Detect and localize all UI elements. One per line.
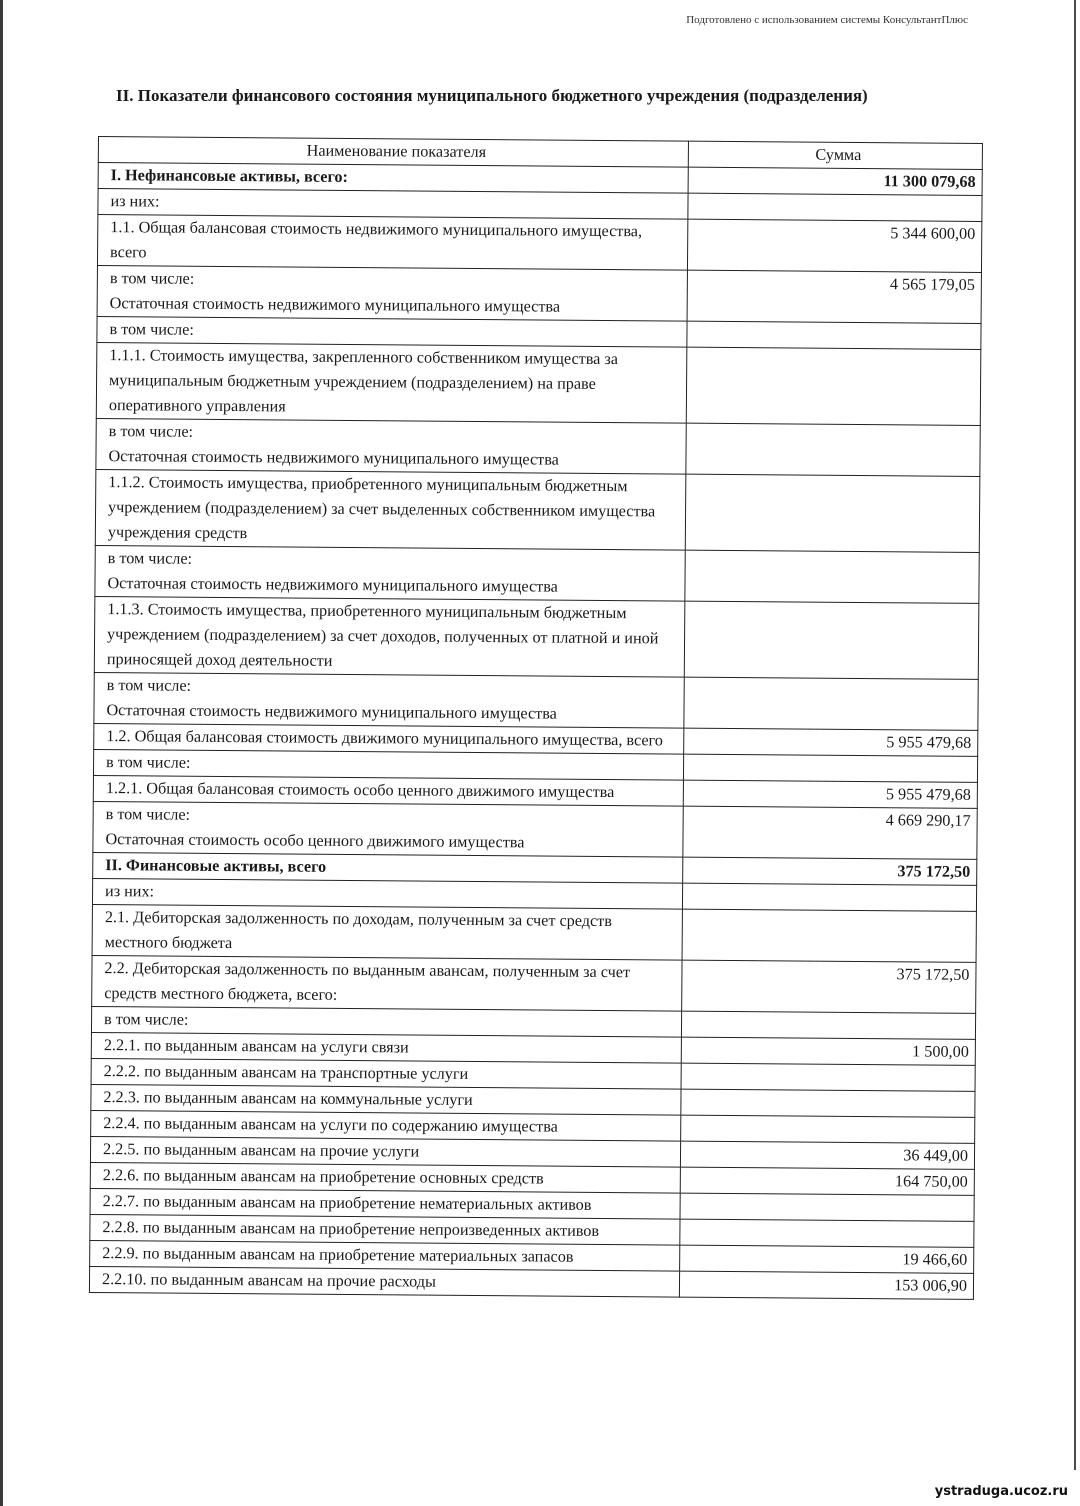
table-row [93, 801, 977, 859]
row-name: 2.2.6. по выданным авансам на приобретение основных средств [90, 1162, 680, 1193]
row-value [684, 601, 979, 679]
row-value [686, 423, 980, 476]
row-value [687, 321, 981, 349]
row-name: из них: [92, 878, 682, 909]
row-value: 5 955 479,68 [684, 728, 978, 756]
row-name: 2.2.7. по выданным авансам на приобретение нематериальных активов [90, 1188, 680, 1219]
row-name: 2.2.1. по выданным авансам на услуги связи [91, 1032, 681, 1063]
column-header-name: Наименование показателя [98, 137, 688, 168]
row-value: 5 955 479,68 [683, 780, 977, 808]
row-name: 2.2.8. по выданным авансам на приобретение непроизведенных активов [90, 1214, 680, 1245]
row-value: 4 669 290,17 [683, 806, 977, 859]
row-value [681, 1115, 975, 1143]
row-name: 2.2.5. по выданным авансам на прочие услуги [90, 1136, 680, 1167]
row-value [681, 1063, 975, 1091]
row-value: 153 006,90 [679, 1271, 973, 1299]
table-row [94, 596, 979, 679]
row-name: 1.1.1. Стоимость имущества, закрепленного собственником имущества за муниципальным бюджетным учреждением (подразделением) на праве оперативного управления [96, 342, 687, 423]
row-name: 1.1. Общая балансовая стоимость недвижимого муниципального имущества, всего [97, 215, 687, 271]
row-value: 11 300 079,68 [688, 167, 982, 195]
row-value [682, 909, 976, 962]
row-value [686, 347, 981, 425]
watermark: ystraduga.ucoz.ru [934, 1484, 1068, 1499]
row-value: 4 565 179,05 [687, 270, 981, 323]
row-name: в том числе: [93, 749, 683, 780]
row-value: 164 750,00 [680, 1167, 974, 1195]
row-name: 1.2.1. Общая балансовая стоимость особо ценного движимого имущества [93, 775, 683, 806]
row-value [681, 1011, 975, 1039]
row-name: в том числе: Остаточная стоимость особо ценного движимого имущества [93, 801, 683, 857]
row-name: 1.1.3. Стоимость имущества, приобретенного муниципальным бюджетным учреждением (подразделением) за счет доходов, полученных от платной и иной приносящей доход деятельности [94, 596, 685, 677]
column-header-sum: Сумма [688, 141, 982, 169]
table-row [96, 418, 980, 476]
row-name: в том числе: Остаточная стоимость недвижимого муниципального имущества [95, 545, 685, 601]
row-value: 36 449,00 [680, 1141, 974, 1169]
row-value: 375 172,50 [683, 857, 977, 885]
row-name: в том числе: Остаточная стоимость недвижимого муниципального имущества [97, 265, 687, 321]
page-title: II. Показатели финансового состояния муниципального бюджетного учреждения (подразделения) [116, 86, 868, 105]
row-name: 2.1. Дебиторская задолженность по доходам, полученным за счет средств местного бюджета [92, 904, 682, 960]
row-value: 5 344 600,00 [687, 219, 981, 272]
row-name: в том числе: [97, 316, 687, 347]
row-value [685, 474, 980, 552]
table-row [94, 672, 978, 730]
row-name: I. Нефинансовые активы, всего: [98, 163, 688, 194]
row-value [684, 677, 978, 730]
header-note: Подготовлено с использованием системы КонсультантПлюс [686, 14, 968, 26]
table-row [92, 904, 976, 962]
row-name: 2.2.9. по выданным авансам на приобретение материальных запасов [90, 1240, 680, 1271]
row-value [680, 1219, 974, 1247]
row-name: в том числе: Остаточная стоимость недвижимого муниципального имущества [94, 672, 684, 728]
row-value [688, 193, 982, 221]
table-row [97, 215, 981, 273]
page-edge-right [1074, 0, 1076, 1470]
row-value [682, 883, 976, 911]
indicators-table [89, 136, 983, 1300]
row-value [683, 754, 977, 782]
row-name: в том числе: [91, 1006, 681, 1037]
row-name: 1.1.2. Стоимость имущества, приобретенного муниципальным бюджетным учреждением (подразделением) за счет выделенных собственником имущества учреждения средств [95, 469, 686, 550]
row-name: 2.2.10. по выданным авансам на прочие расходы [89, 1266, 679, 1297]
row-name: из них: [98, 189, 688, 220]
row-value [681, 1089, 975, 1117]
table-row [95, 469, 980, 552]
row-value: 19 466,60 [680, 1245, 974, 1273]
row-value [685, 550, 979, 603]
row-name: 2.2.3. по выданным авансам на коммунальные услуги [91, 1084, 681, 1115]
table-row [95, 545, 979, 603]
row-value [680, 1193, 974, 1221]
row-name: в том числе: Остаточная стоимость недвижимого муниципального имущества [96, 418, 686, 474]
page-edge-left [0, 0, 3, 1506]
row-value: 375 172,50 [682, 960, 976, 1013]
row-value: 1 500,00 [681, 1037, 975, 1065]
table-row [96, 342, 981, 425]
table-row [97, 265, 981, 323]
row-name: II. Финансовые активы, всего [93, 852, 683, 883]
row-name: 2.2.2. по выданным авансам на транспортные услуги [91, 1058, 681, 1089]
table-row [92, 955, 976, 1013]
row-name: 1.2. Общая балансовая стоимость движимого муниципального имущества, всего [94, 723, 684, 754]
row-name: 2.2.4. по выданным авансам на услуги по содержанию имущества [91, 1110, 681, 1141]
table-row [89, 1266, 973, 1299]
row-name: 2.2. Дебиторская задолженность по выданным авансам, полученным за счет средств местного бюджета, всего: [92, 955, 682, 1011]
